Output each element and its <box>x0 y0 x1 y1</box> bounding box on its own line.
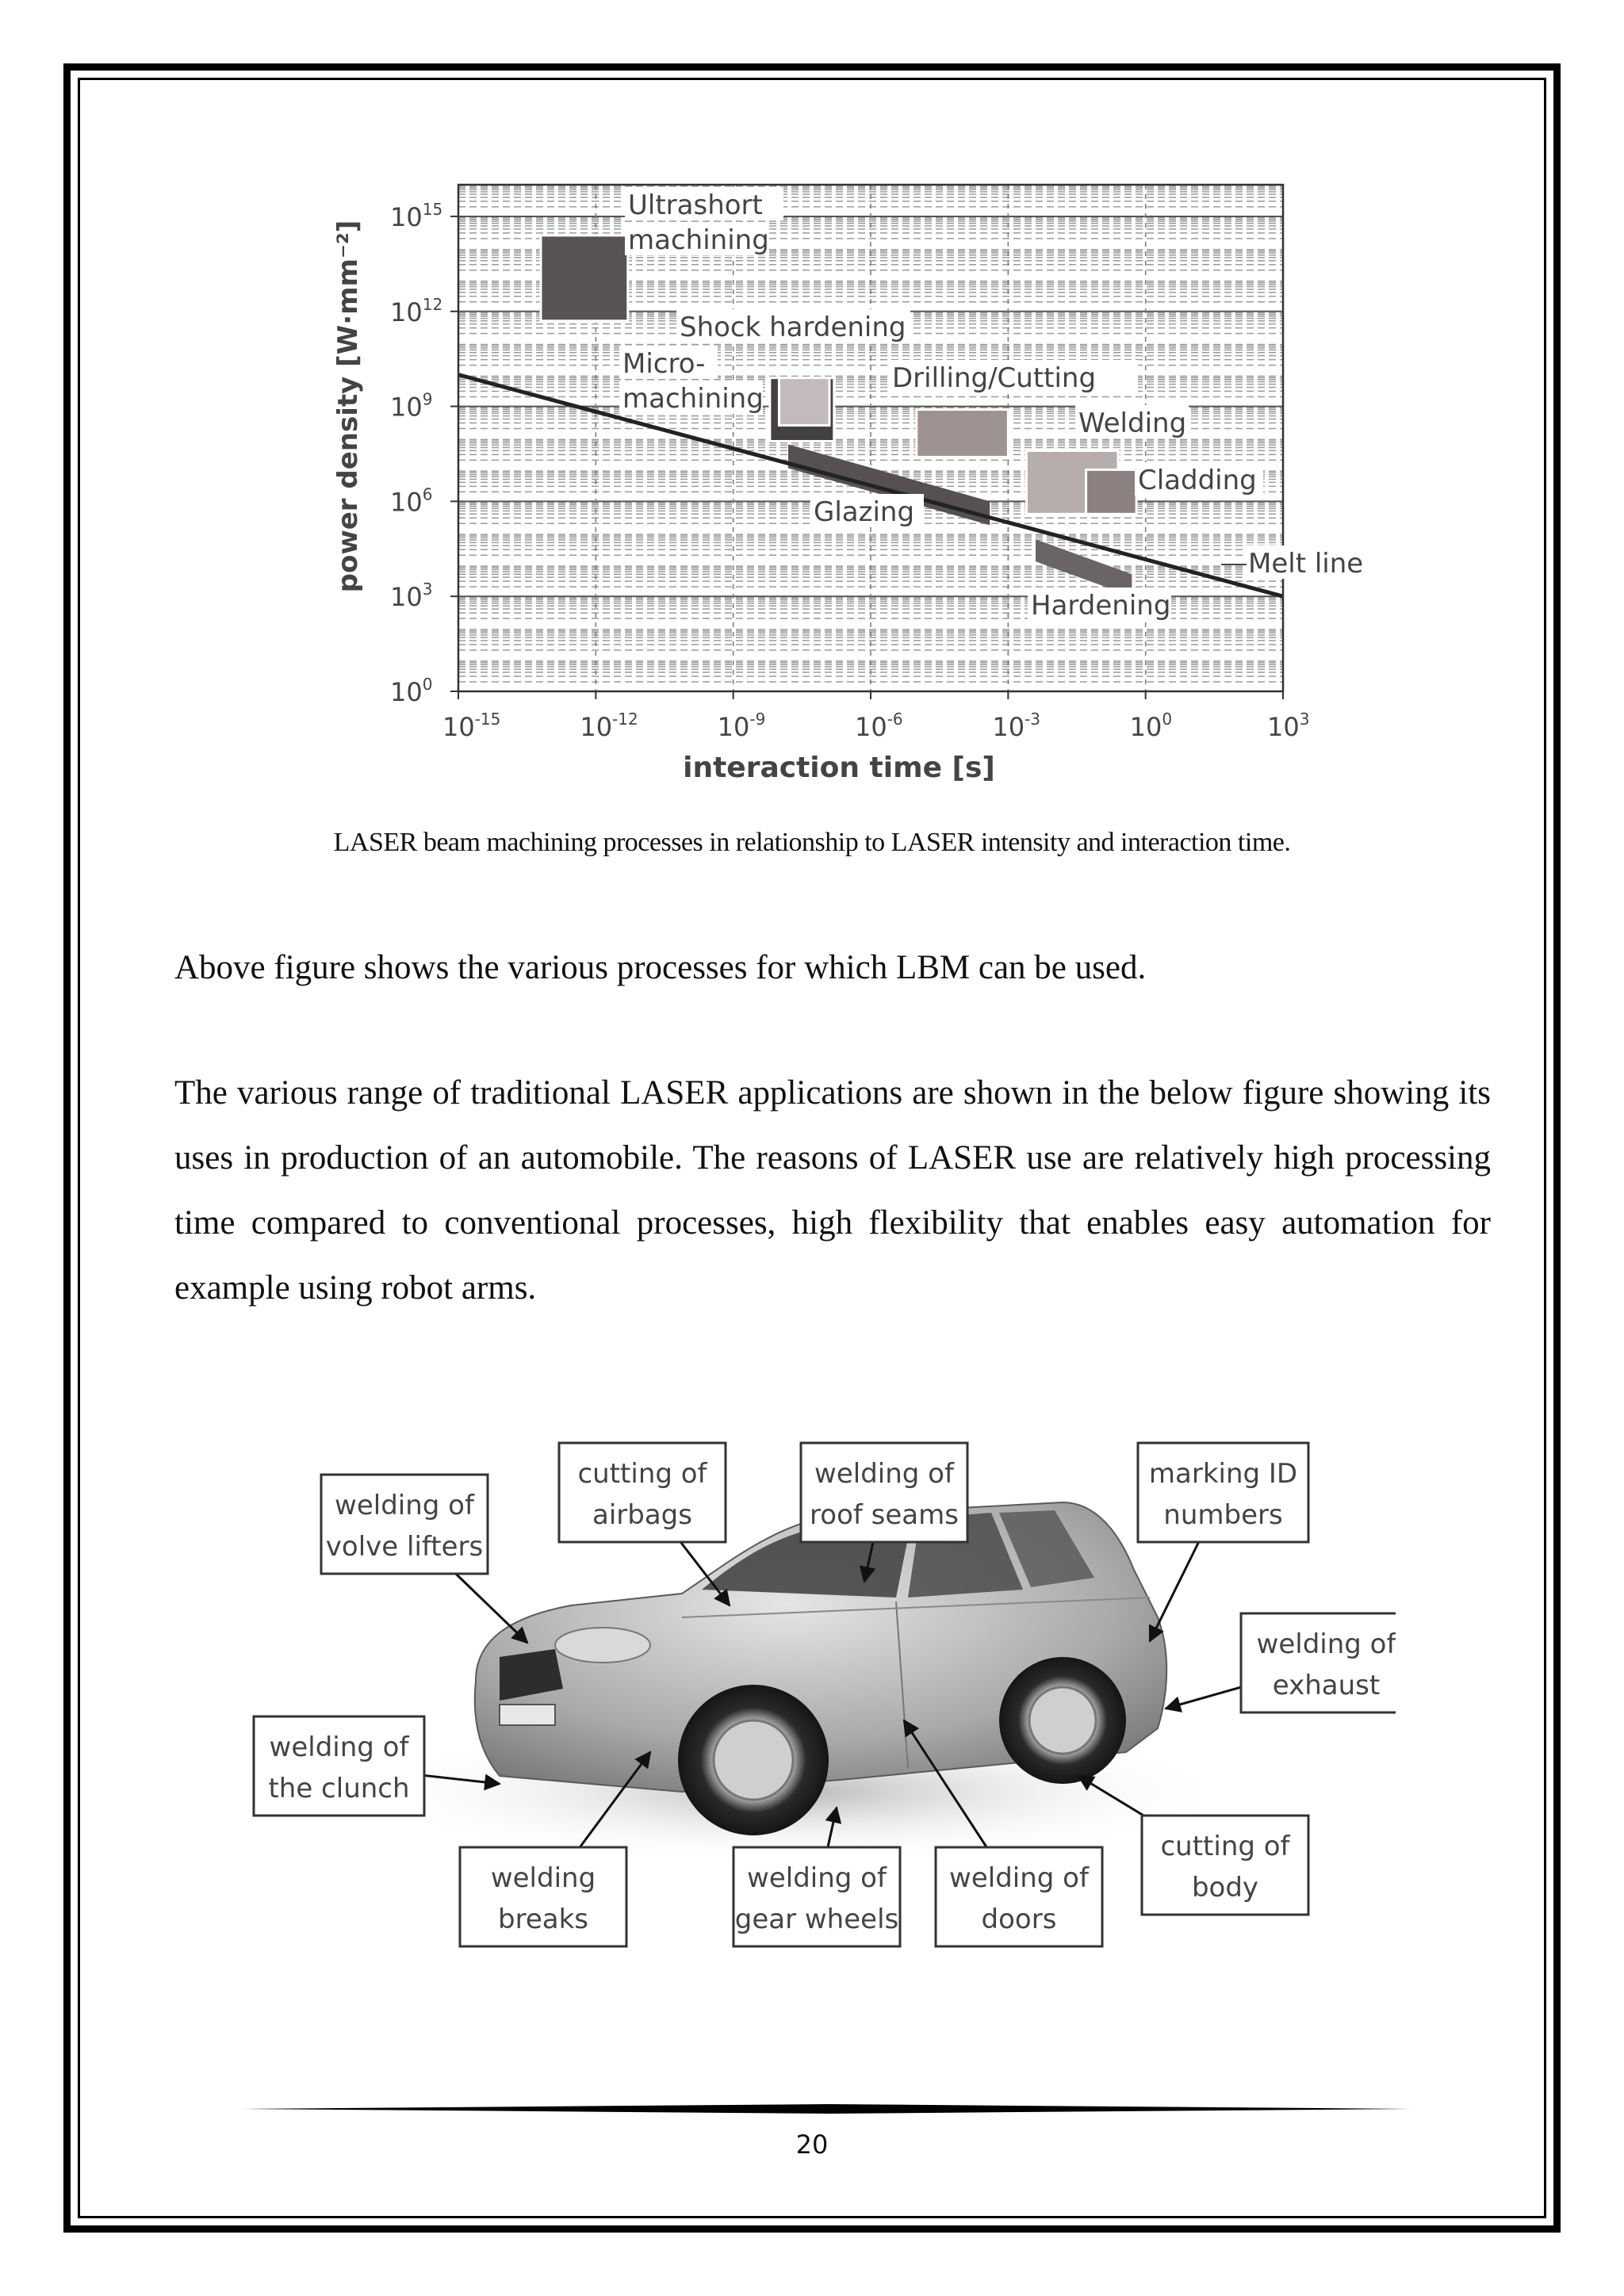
x-tick-label: $10^{-12}$ <box>580 710 638 742</box>
callout-text-marking-id: marking ID <box>1148 1458 1298 1490</box>
callout-text-valve-lifters: welding of <box>335 1490 474 1521</box>
pointer-arrow-valve-lifters <box>456 1574 527 1643</box>
x-tick-label: $10^{-6}$ <box>855 710 903 742</box>
paragraph-applications: The various range of traditional LASER applications are shown in the below figure showing its uses in production of an automobile. The reasons of LASER use are relatively high processing time compared to conventional processes, high flexibility that enables easy automation for example using robot arms. <box>174 1074 1491 1307</box>
page-number: 20 <box>795 2130 829 2160</box>
callout-text-roof-seams: roof seams <box>810 1499 959 1531</box>
car-laser-applications-figure <box>238 1419 1396 1974</box>
laser-process-chart <box>0 0 1624 801</box>
y-tick-label: $10^0$ <box>390 675 433 707</box>
callout-text-breaks: welding <box>490 1862 596 1894</box>
callout-text-body: cutting of <box>1160 1831 1290 1862</box>
y-tick-label: $10^{15}$ <box>390 199 443 232</box>
callout-text-exhaust: welding of <box>1256 1628 1396 1660</box>
x-axis-title: interaction time [s] <box>683 752 995 784</box>
callout-text-gear-wheels: welding of <box>747 1862 887 1894</box>
x-tick-label: $10^{-15}$ <box>442 710 501 742</box>
x-tick-label: $10^3$ <box>1267 710 1310 742</box>
region-label-micro-machining: machining <box>622 383 764 415</box>
callout-text-exhaust: exhaust <box>1272 1670 1381 1701</box>
callout-text-doors: doors <box>981 1904 1057 1935</box>
callout-text-gear-wheels: gear wheels <box>734 1904 899 1935</box>
y-axis-title: power density [W·mm⁻²] <box>332 220 364 593</box>
y-tick-label: $10^9$ <box>390 389 433 423</box>
melt-line-label: Melt line <box>1248 548 1364 580</box>
region-label-welding: Welding <box>1078 408 1187 439</box>
callout-text-doors: welding of <box>949 1862 1089 1894</box>
callout-text-marking-id: numbers <box>1163 1499 1283 1531</box>
region-label-hardening: Hardening <box>1031 590 1171 622</box>
x-tick-label: $10^0$ <box>1129 710 1173 742</box>
paragraph-intro: Above figure shows the various processes for which LBM can be used. <box>174 949 1147 986</box>
region-label-glazing: Glazing <box>814 496 915 528</box>
figure-caption: LASER beam machining processes in relationship to LASER intensity and interaction time. <box>333 828 1291 857</box>
region-label-micro-machining: Micro- <box>622 348 706 380</box>
pointer-arrow-exhaust <box>1166 1687 1241 1709</box>
footer-divider <box>242 2103 1415 2114</box>
region-label-shock-hardening: Shock hardening <box>680 312 906 343</box>
region-ultrashort <box>541 235 628 321</box>
x-tick-label: $10^{-3}$ <box>992 710 1041 742</box>
callout-text-clunch: welding of <box>269 1732 409 1763</box>
region-cladding <box>1086 469 1137 514</box>
pointer-arrow-marking-id <box>1150 1542 1199 1641</box>
callout-text-airbags: airbags <box>592 1499 692 1531</box>
callout-text-roof-seams: welding of <box>814 1458 954 1490</box>
callout-text-valve-lifters: volve lifters <box>325 1531 484 1563</box>
y-tick-label: $10^3$ <box>390 580 433 613</box>
region-drilling-cutting <box>917 410 1009 457</box>
region-shock-hardening-inner <box>779 378 829 426</box>
y-tick-label: $10^6$ <box>390 484 433 518</box>
callout-text-airbags: cutting of <box>577 1458 707 1490</box>
region-label-cladding: Cladding <box>1138 465 1257 496</box>
callout-text-body: body <box>1191 1872 1259 1904</box>
region-label-drilling-cutting: Drilling/Cutting <box>892 362 1097 394</box>
region-label-ultrashort: Ultrashort <box>628 189 763 221</box>
callout-text-clunch: the clunch <box>268 1773 410 1804</box>
region-label-ultrashort: machining <box>628 224 769 256</box>
x-tick-label: $10^{-9}$ <box>717 710 766 742</box>
callout-text-breaks: breaks <box>498 1904 588 1935</box>
y-tick-label: $10^{12}$ <box>390 294 443 327</box>
